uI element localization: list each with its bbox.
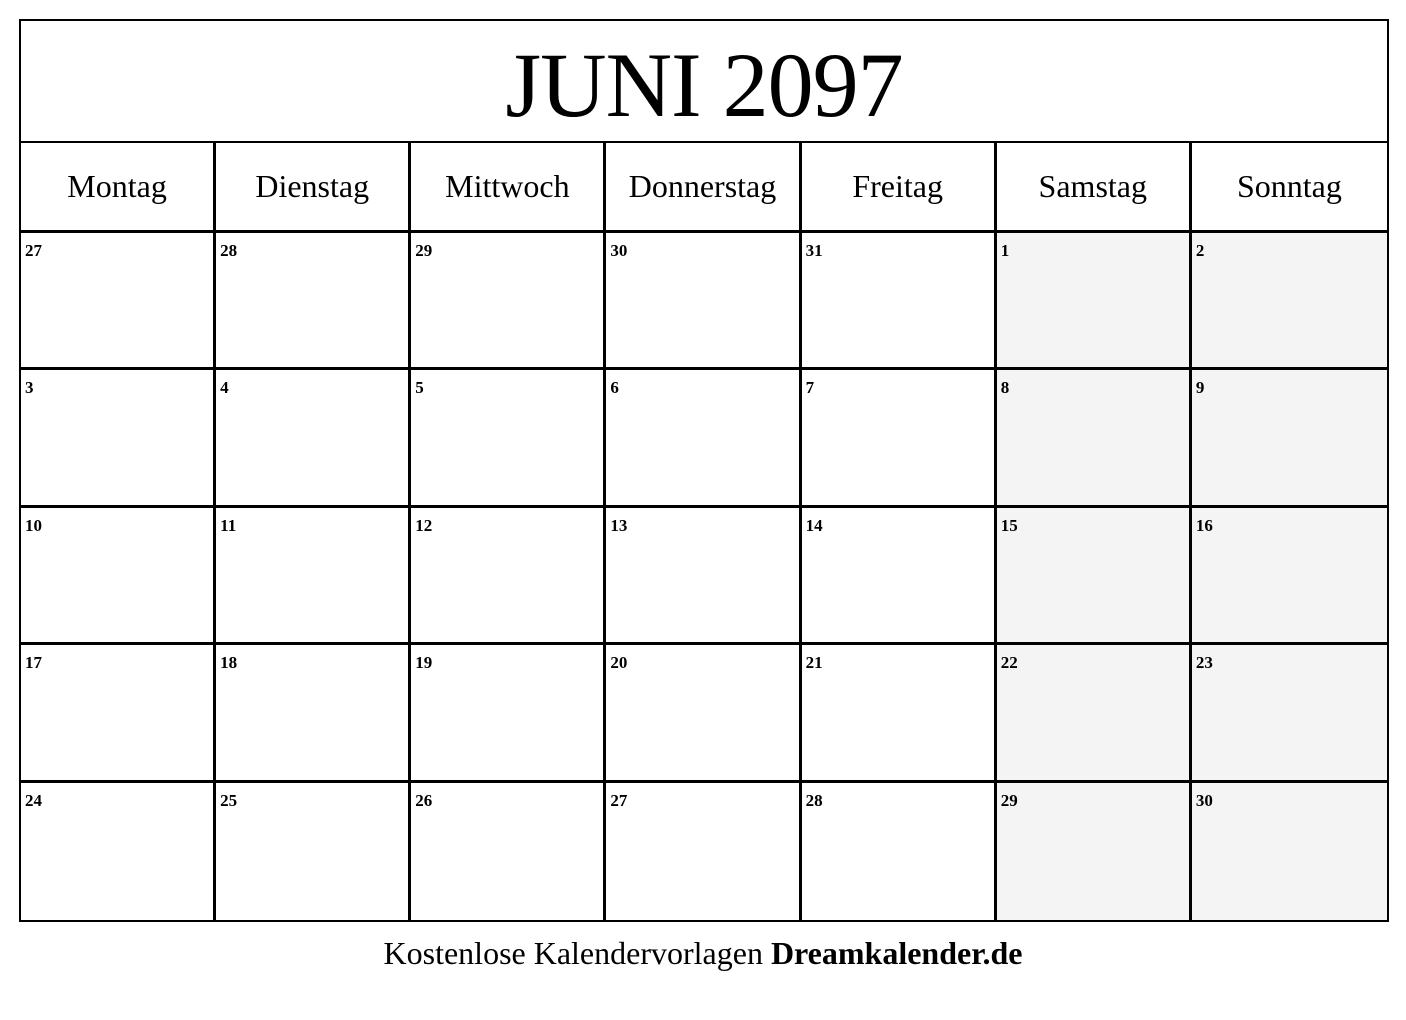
day-number: 20 [610,653,628,673]
footer [0,935,1406,972]
day-cell [216,233,411,370]
day-cell-weekend [997,370,1192,507]
day-cell [411,508,606,645]
day-number: 31 [805,241,823,260]
day-cell-weekend [997,783,1192,920]
day-cell [21,508,216,645]
day-cell [802,783,997,920]
footer-text: Kostenlose Kalendervorlagen [383,935,763,971]
calendar [19,19,1389,922]
day-cell [411,370,606,507]
day-number: 26 [415,790,433,810]
day-number: 15 [1000,515,1018,535]
weekday-header-saturday: Samstag [997,143,1192,233]
day-number: 29 [1000,790,1018,810]
day-number: 30 [610,241,628,260]
day-cell-weekend [1192,233,1387,370]
calendar-title: JUNI 2097 [505,34,903,136]
day-number: 16 [1195,515,1213,535]
day-number: 4 [220,378,229,398]
day-cell [606,233,801,370]
day-number: 11 [220,515,237,535]
day-number: 25 [220,790,238,810]
title-bar [21,21,1387,143]
day-cell-weekend [1192,645,1387,782]
day-cell [606,508,801,645]
weekday-header-thursday: Donnerstag [606,143,801,233]
weekday-header-friday: Freitag [802,143,997,233]
day-cell [21,233,216,370]
weekday-header-sunday: Sonntag [1192,143,1387,233]
day-number: 19 [415,653,433,673]
day-number: 7 [805,378,815,398]
day-number: 23 [1195,653,1213,673]
day-number: 2 [1195,241,1205,260]
day-number: 30 [1195,790,1213,810]
footer-brand: Dreamkalender.de [770,935,1023,971]
weekday-header-monday: Montag [21,143,216,233]
weekday-header-tuesday: Dienstag [216,143,411,233]
day-number: 10 [25,515,42,535]
day-number: 17 [25,653,42,673]
day-cell [21,370,216,507]
day-cell [411,233,606,370]
day-cell [216,645,411,782]
day-number: 22 [1000,653,1018,673]
day-cell [606,370,801,507]
day-number: 1 [1000,241,1010,260]
day-number: 6 [610,378,619,398]
day-cell [411,783,606,920]
day-cell-weekend [997,645,1192,782]
weekday-header-wednesday: Mittwoch [411,143,606,233]
day-number: 27 [610,790,628,810]
day-cell [216,508,411,645]
day-cell-weekend [997,233,1192,370]
day-cell [802,370,997,507]
day-cell [216,370,411,507]
day-number: 24 [25,790,42,810]
day-cell-weekend [1192,370,1387,507]
day-cell [802,508,997,645]
day-cell [21,783,216,920]
day-number: 21 [805,653,823,673]
day-cell-weekend [1192,508,1387,645]
day-cell [606,645,801,782]
day-number: 28 [805,790,823,810]
day-number: 28 [220,241,238,260]
day-cell [606,783,801,920]
day-cell [21,645,216,782]
day-cell [411,645,606,782]
day-number: 29 [415,241,433,260]
day-number: 5 [415,378,424,398]
day-number: 3 [25,378,34,398]
day-cell-weekend [1192,783,1387,920]
day-number: 13 [610,515,628,535]
day-number: 14 [805,515,823,535]
day-number: 12 [415,515,433,535]
day-number: 9 [1195,378,1205,398]
day-cell [802,645,997,782]
day-number: 18 [220,653,238,673]
calendar-grid [21,143,1387,920]
day-number: 27 [25,241,42,260]
day-cell [802,233,997,370]
day-cell [216,783,411,920]
day-number: 8 [1000,378,1010,398]
day-cell-weekend [997,508,1192,645]
